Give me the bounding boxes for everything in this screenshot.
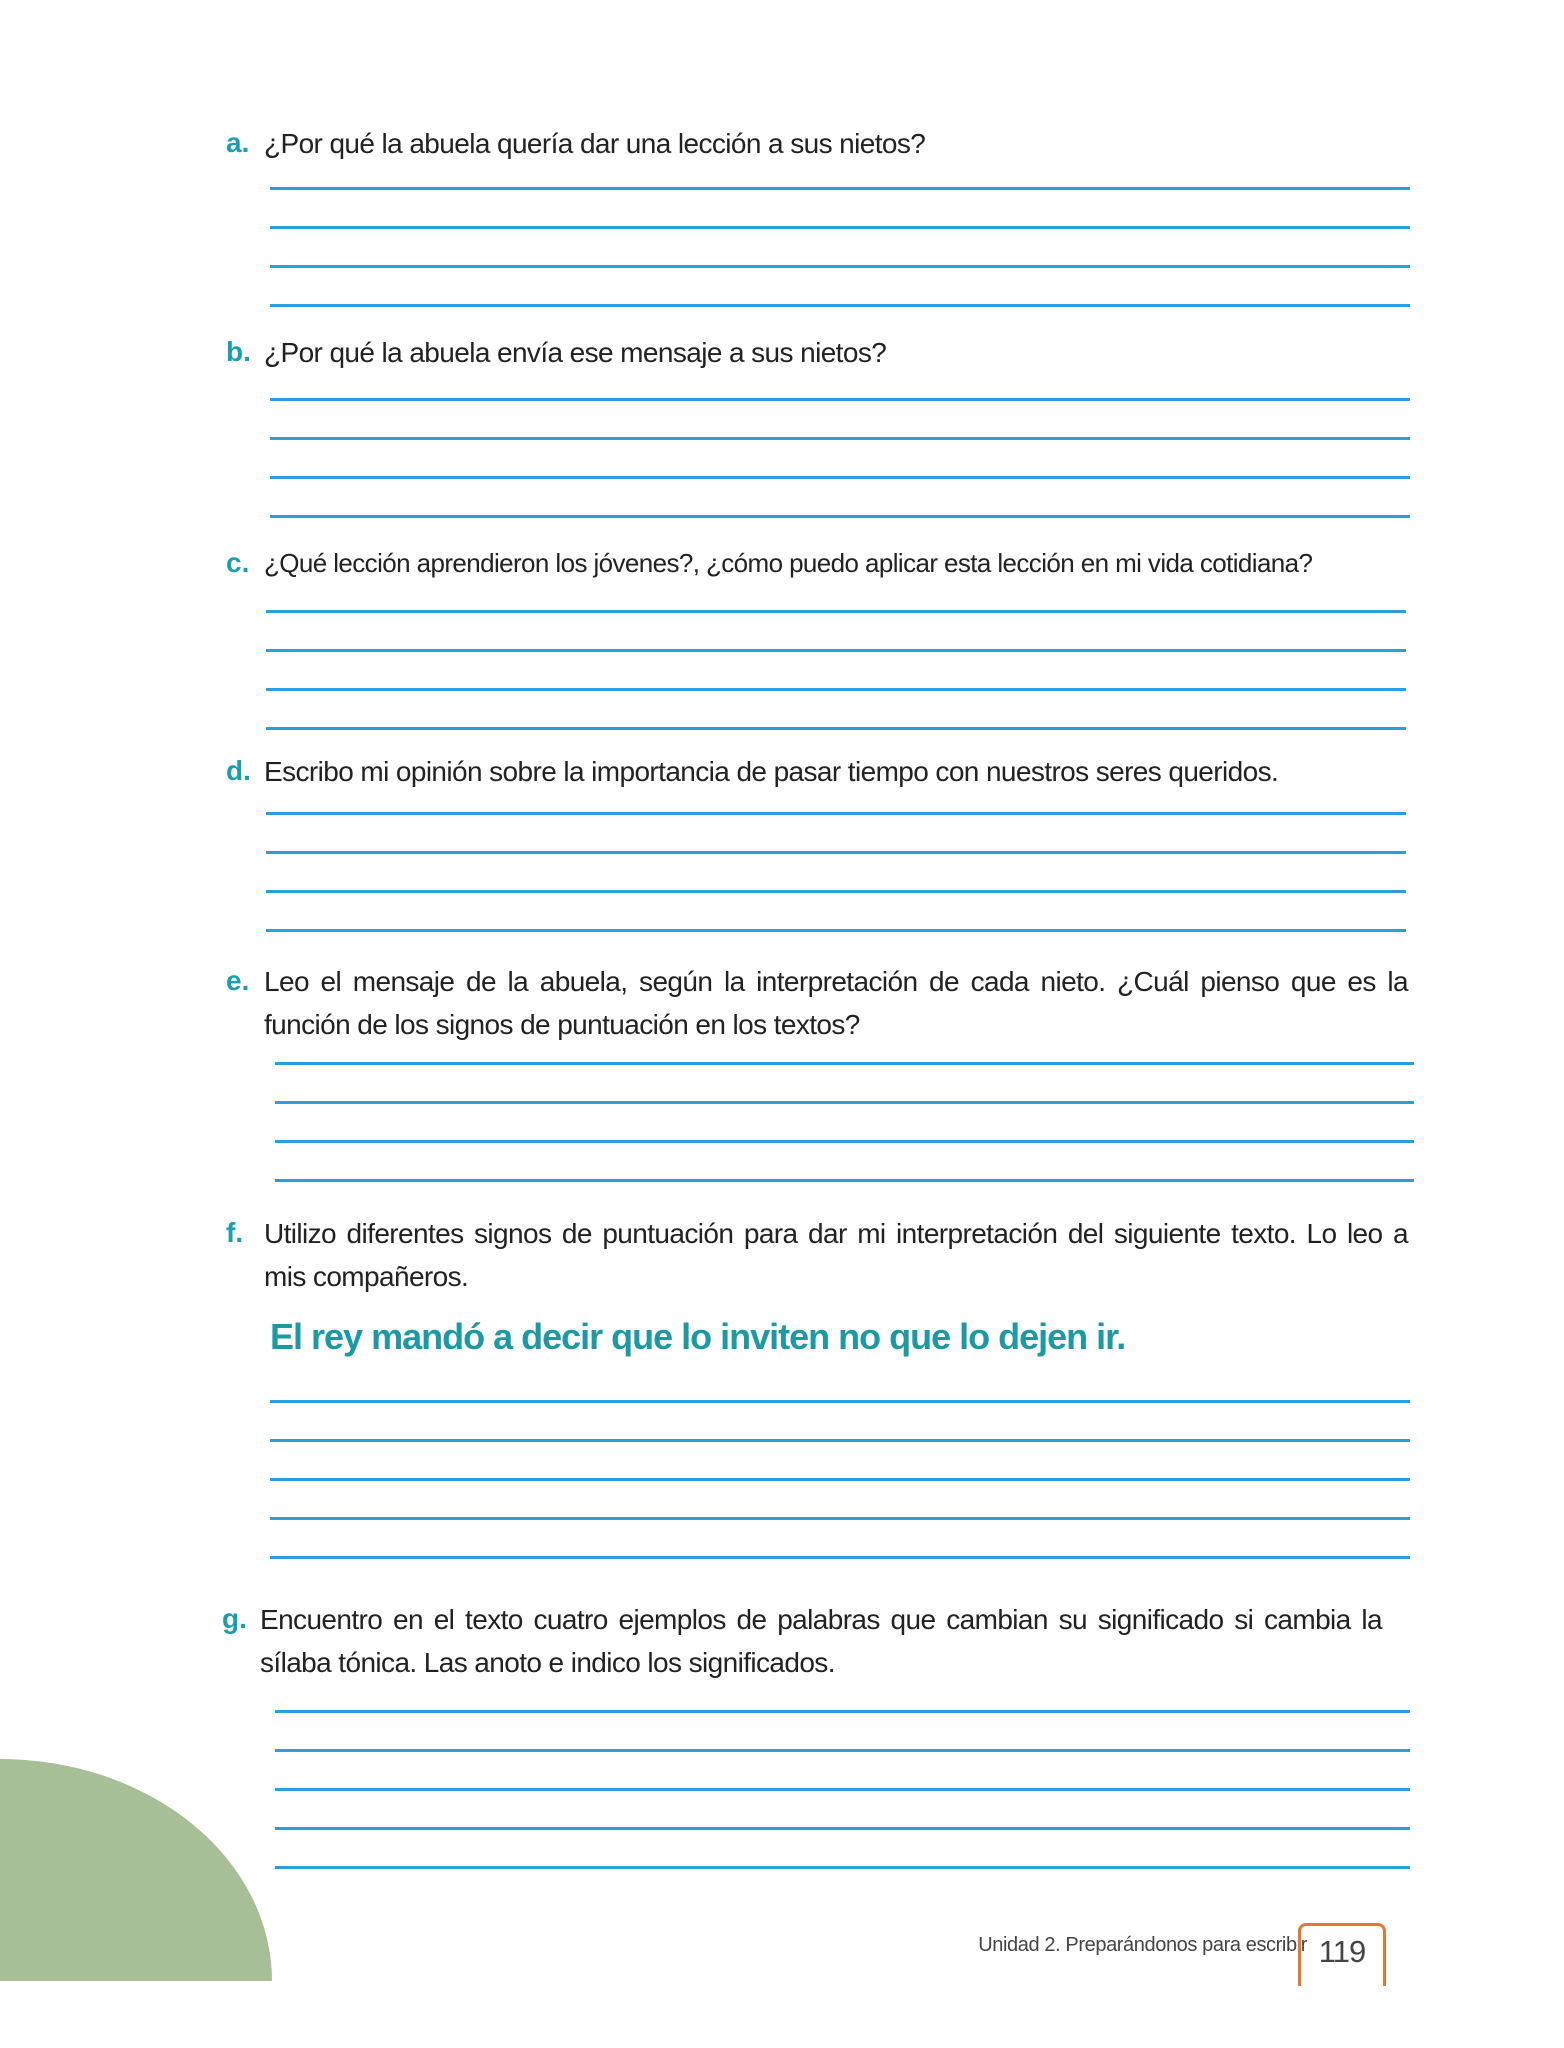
answer-line[interactable] — [266, 812, 1406, 815]
footer-unit-title: Unidad 2. Preparándonos para escribir — [978, 1934, 1307, 1956]
answer-line[interactable] — [266, 890, 1406, 893]
answer-line[interactable] — [270, 398, 1410, 401]
answer-line[interactable] — [270, 1439, 1410, 1442]
answer-line[interactable] — [275, 1866, 1410, 1869]
page-number: 119 — [1318, 1934, 1366, 1969]
answer-line[interactable] — [266, 649, 1406, 652]
question-label: d. — [226, 755, 251, 786]
answer-line[interactable] — [275, 1749, 1410, 1752]
answer-line[interactable] — [275, 1827, 1410, 1830]
answer-line[interactable] — [270, 437, 1410, 440]
answer-lines[interactable] — [270, 398, 1410, 554]
question-label: e. — [226, 965, 250, 996]
answer-line[interactable] — [275, 1101, 1414, 1104]
answer-line[interactable] — [275, 1710, 1410, 1713]
answer-line[interactable] — [270, 476, 1410, 479]
answer-line[interactable] — [275, 1140, 1414, 1143]
answer-line[interactable] — [270, 226, 1410, 229]
answer-line[interactable] — [266, 688, 1406, 691]
answer-line[interactable] — [270, 1400, 1410, 1403]
answer-line[interactable] — [270, 1556, 1410, 1559]
answer-line[interactable] — [275, 1179, 1414, 1182]
question-label: f. — [226, 1217, 244, 1248]
question-text: Escribo mi opinión sobre la importancia de pasar tiempo con nuestros seres queridos. — [264, 756, 1279, 787]
answer-line[interactable] — [270, 1517, 1410, 1520]
answer-lines[interactable] — [270, 187, 1410, 343]
page-number-box — [1298, 1923, 1386, 1986]
answer-line[interactable] — [270, 1478, 1410, 1481]
answer-line[interactable] — [270, 515, 1410, 518]
answer-lines[interactable] — [266, 610, 1406, 766]
answer-line[interactable] — [275, 1062, 1414, 1065]
answer-line[interactable] — [266, 727, 1406, 730]
question-text: Leo el mensaje de la abuela, según la interpretación de cada nieto. ¿Cuál pienso que es la función de los signos de puntuación en los textos? — [264, 966, 1408, 1040]
question-text: Encuentro en el texto cuatro ejemplos de palabras que cambian su significado si cambia la sílaba tónica. Las anoto e indico los significados. — [260, 1604, 1382, 1678]
answer-line[interactable] — [270, 187, 1410, 190]
answer-lines[interactable] — [270, 1400, 1410, 1595]
answer-line[interactable] — [266, 929, 1406, 932]
question-label: b. — [226, 336, 251, 367]
answer-line[interactable] — [270, 265, 1410, 268]
decorative-green-shape — [0, 1759, 272, 1981]
answer-line[interactable] — [275, 1788, 1410, 1791]
question-label: g. — [222, 1603, 247, 1634]
answer-line[interactable] — [266, 851, 1406, 854]
question-text: ¿Qué lección aprendieron los jóvenes?, ¿cómo puedo aplicar esta lección en mi vida cotidiana? — [264, 548, 1313, 578]
answer-lines[interactable] — [275, 1062, 1414, 1218]
answer-lines[interactable] — [275, 1710, 1410, 1905]
answer-line[interactable] — [266, 610, 1406, 613]
question-label: a. — [226, 127, 250, 158]
highlighted-sentence: El rey mandó a decir que lo inviten no que lo dejen ir. — [270, 1316, 1126, 1357]
question-text: ¿Por qué la abuela envía ese mensaje a sus nietos? — [264, 337, 887, 368]
question-text: ¿Por qué la abuela quería dar una lección a sus nietos? — [264, 128, 926, 159]
question-label: c. — [226, 547, 250, 578]
answer-lines[interactable] — [266, 812, 1406, 968]
answer-line[interactable] — [270, 304, 1410, 307]
question-text: Utilizo diferentes signos de puntuación para dar mi interpretación del siguiente texto. Lo leo a mis compañeros. — [264, 1218, 1408, 1292]
